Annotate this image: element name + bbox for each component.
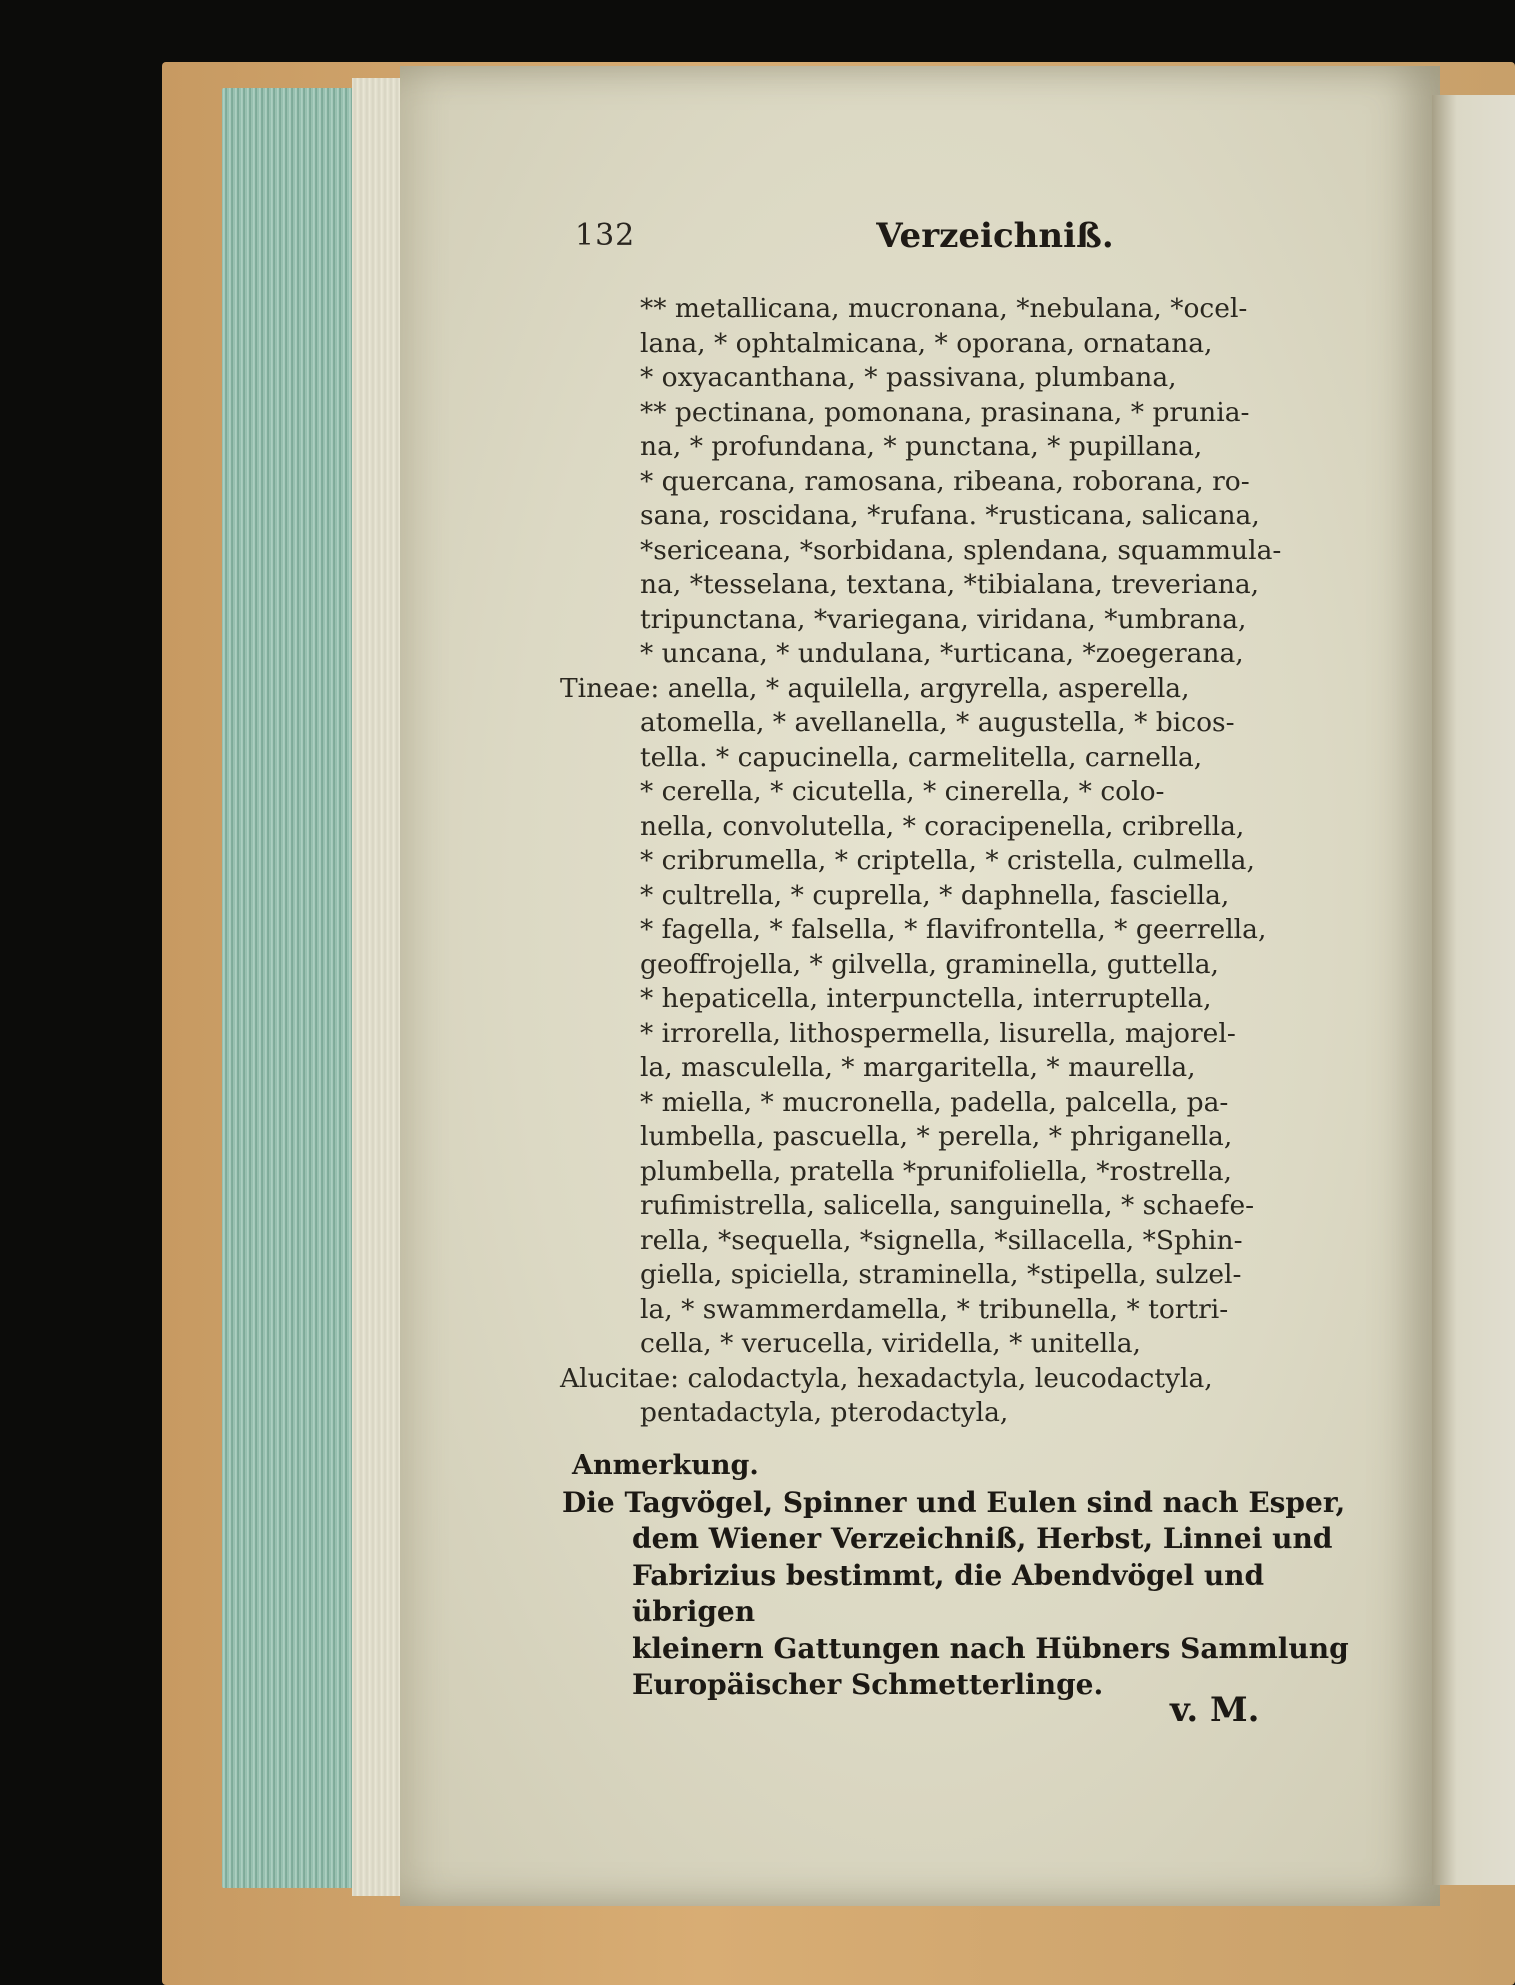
remark-line: Die Tagvögel, Spinner und Eulen sind nach Esper, — [562, 1485, 1346, 1519]
text-line: na, *tesselana, textana, *tibialana, treveriana, — [640, 569, 1260, 600]
text-line: * cultrella, * cuprella, * daphnella, fasciella, — [640, 879, 1230, 911]
remark-line: dem Wiener Verzeichniß, Herbst, Linnei und — [632, 1522, 1333, 1555]
species-list — [560, 292, 1360, 1431]
text-line: *sericeana, *sorbidana, splendana, squammula- — [640, 534, 1282, 566]
text-line: * cribrumella, * criptella, * cristella, culmella, — [640, 845, 1255, 876]
text-line: * uncana, * undulana, *urticana, *zoegerana, — [640, 638, 1244, 669]
text-line: giella, spiciella, straminella, *stipella, sulzel- — [640, 1259, 1242, 1290]
page-number: 132 — [575, 218, 636, 253]
text-line: * cerella, * cicutella, * cinerella, * colo- — [640, 776, 1165, 807]
remark-line: Europäischer Schmetterlinge. — [632, 1668, 1104, 1701]
section-heading-alucitae: Alucitae: calodactyla, hexadactyla, leucodactyla, — [560, 1362, 1213, 1394]
text-line: cella, * verucella, viridella, * unitella, — [640, 1328, 1141, 1359]
text-line: geoffrojella, * gilvella, graminella, guttella, — [640, 948, 1219, 980]
text-line: la, * swammerdamella, * tribunella, * tortri- — [640, 1293, 1229, 1325]
text-line: tripunctana, *variegana, viridana, *umbrana, — [640, 603, 1247, 635]
section-heading-tineae: Tineae: anella, * aquilella, argyrella, asperella, — [560, 672, 1190, 704]
text-line: pentadactyla, pterodactyla, — [640, 1397, 1009, 1428]
remark-line: Fabrizius bestimmt, die Abendvögel und übrigen — [632, 1558, 1265, 1628]
facing-page — [1432, 95, 1515, 1885]
text-line: * miella, * mucronella, padella, palcella, pa- — [640, 1086, 1229, 1118]
remark-line: kleinern Gattungen nach Hübners Sammlung — [632, 1631, 1349, 1665]
text-line: tella. * capucinella, carmelitella, carnella, — [640, 741, 1203, 773]
text-line: * fagella, * falsella, * flavifrontella, * geerrella, — [640, 914, 1267, 945]
author-signature: v. M. — [1170, 1690, 1260, 1730]
text-line: na, * profundana, * punctana, * pupillana, — [640, 431, 1203, 462]
text-line: * irrorella, lithospermella, lisurella, majorel- — [640, 1017, 1236, 1049]
text-line: * oxyacanthana, * passivana, plumbana, — [640, 362, 1177, 393]
text-line: lana, * ophtalmicana, * oporana, ornatana, — [640, 327, 1213, 359]
remark-heading: Anmerkung. — [572, 1450, 759, 1481]
text-line: * quercana, ramosana, ribeana, roborana, ro- — [640, 465, 1250, 497]
page-header — [575, 218, 1415, 268]
text-line: rufimistrella, salicella, sanguinella, * schaefe- — [640, 1190, 1255, 1221]
text-line: lumbella, pascuella, * perella, * phriganella, — [640, 1121, 1233, 1152]
text-line: la, masculella, * margaritella, * maurella, — [640, 1052, 1196, 1083]
running-head: Verzeichniß. — [876, 216, 1114, 256]
text-line: ** pectinana, pomonana, prasinana, * prunia- — [640, 396, 1250, 428]
text-line: plumbella, pratella *prunifoliella, *rostrella, — [640, 1155, 1232, 1187]
text-line: atomella, * avellanella, * augustella, * bicos- — [640, 707, 1235, 738]
text-line: * hepaticella, interpunctella, interruptella, — [640, 983, 1212, 1014]
page-edges — [222, 88, 362, 1888]
text-line: sana, roscidana, *rufana. *rusticana, salicana, — [640, 500, 1260, 531]
text-line: rella, *sequella, *signella, *sillacella, *Sphin- — [640, 1224, 1243, 1256]
remark-block — [562, 1448, 1362, 1704]
text-line: ** metallicana, mucronana, *nebulana, *ocel- — [640, 293, 1248, 324]
text-line: nella, convolutella, * coracipenella, cribrella, — [640, 810, 1245, 842]
